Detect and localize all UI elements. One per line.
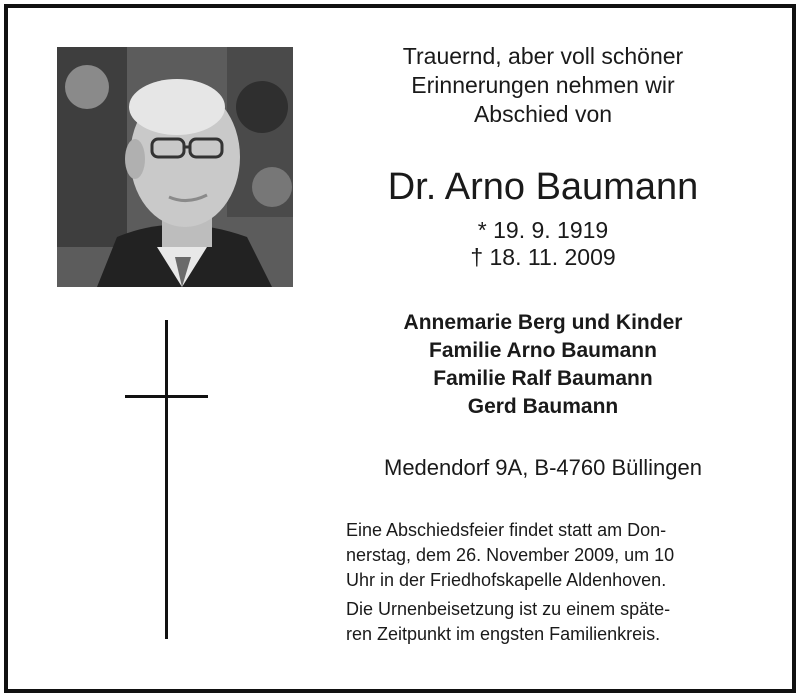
address: Medendorf 9A, B-4760 Büllingen [384,455,702,480]
cross-icon [165,320,168,639]
cross-bar [125,395,208,398]
mourner: Familie Ralf Baumann [433,367,653,390]
intro-line: Trauernd, aber voll schöner [402,43,684,69]
life-dates [320,217,766,271]
ceremony-notice [346,518,746,647]
portrait-photo [57,47,293,287]
intro-line: Erinnerungen nehmen wir [411,72,675,98]
deceased-name: Dr. Arno Baumann [387,166,699,208]
burial-line: ren Zeitpunkt im engsten Familienkreis. [346,624,661,644]
mourner: Gerd Baumann [467,395,619,418]
intro-line: Abschied von [473,101,613,127]
burial-line: Die Urnenbeisetzung ist zu einem späte- [346,599,671,619]
mourner: Familie Arno Baumann [429,339,657,362]
birth-date: * 19. 9. 1919 [477,217,609,243]
mourner: Annemarie Berg und Kinder [403,311,683,334]
ceremony-line: Eine Abschiedsfeier findet statt am Don- [346,520,667,540]
intro-text [320,42,766,129]
ceremony-line: nerstag, dem 26. November 2009, um 10 [346,545,675,565]
mourners-list [320,309,766,421]
death-date: † 18. 11. 2009 [470,244,616,270]
portrait-illustration [57,47,293,287]
ceremony-line: Uhr in der Friedhofskapelle Aldenhoven. [346,570,667,590]
